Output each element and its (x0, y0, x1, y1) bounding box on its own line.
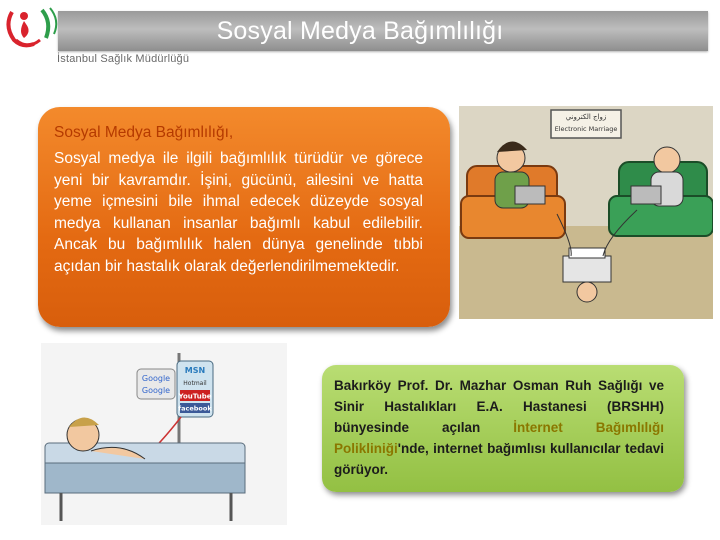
info-heading: Sosyal Medya Bağımlılığı, (54, 124, 234, 141)
ministry-logo-icon (2, 4, 62, 52)
google-label-1: Google (141, 374, 171, 383)
hospital-text-intro: Bakırköy Prof. Dr. Mazhar Osman Ruh Sağlığı ve Sinir Hastalıkları E.A. Hastanesi (BRSHH) bünyesinde açılan (334, 378, 664, 435)
hotmail-label: Hotmail (183, 380, 207, 387)
youtube-label: YouTube (178, 392, 212, 401)
hospital-text-outro: 'nde, internet bağımlısı kullanıcılar tedavi görüyor. (334, 441, 664, 477)
msn-label: MSN (184, 366, 206, 375)
facebook-label: facebook (178, 404, 212, 413)
organization-name: İstanbul Sağlık Müdürlüğü (57, 53, 190, 65)
google-label-2: Google (141, 386, 171, 395)
electronic-marriage-cartoon (459, 106, 713, 319)
info-body: Sosyal medya ile ilgili bağımlılık türüdür ve görece yeni bir kavramdır. İşini, gücünü, ailesini ve hatta yeme içmesini bile ihmal edecek düzeyde sosyal medya kullanan insanlar bağımlı kabul edilebilir. Ancak bu bağımlılık halen dünya genelinde tıbbi açıdan bir hastalık olarak değerlendirilmemektedir. (54, 150, 423, 275)
social-media-patient-cartoon (41, 343, 287, 525)
clinic-name-highlight: İnternet Bağımlılığı Polikliniği (334, 420, 664, 456)
arabic-caption: زواج الكتروني (565, 113, 607, 121)
hospital-text (334, 375, 664, 480)
caption: Electronic Marriage (554, 125, 618, 133)
page-title: Sosyal Medya Bağımlılığı (216, 17, 504, 45)
